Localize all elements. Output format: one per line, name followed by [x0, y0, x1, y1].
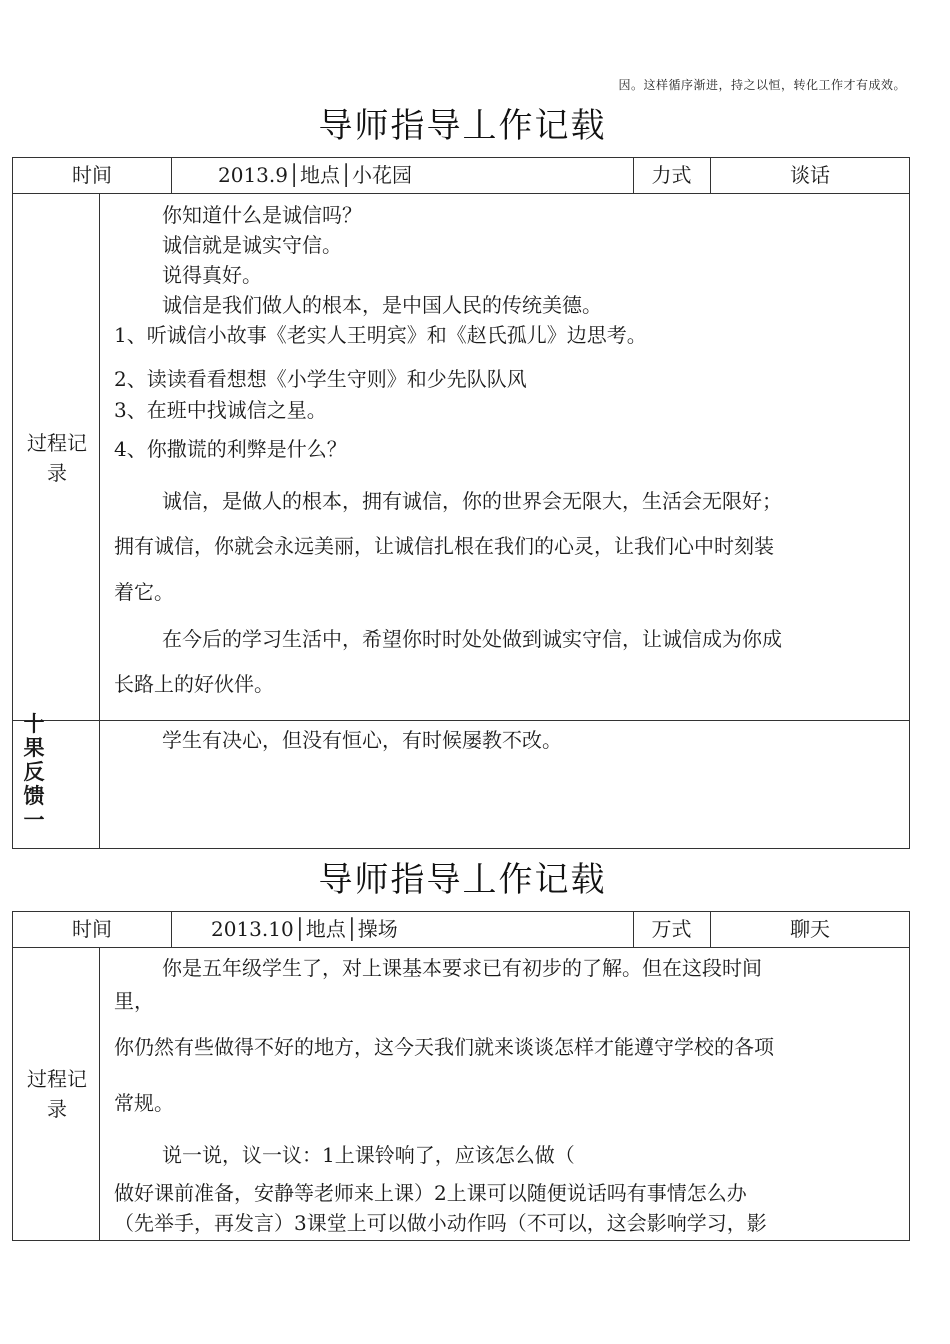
time-label: 时间: [72, 917, 112, 941]
process-line: 3、在班中找诚信之星。: [114, 398, 327, 422]
process-line: 1、听诚信小故事《老实人王明宾》和《赵氏孤儿》边思考。: [114, 323, 647, 347]
process-label-line: 过程记: [27, 1067, 87, 1091]
column-divider: [171, 912, 172, 947]
time-value: 2013.9│地点│小花园: [218, 163, 413, 187]
record-title: 导师指导丄作记载: [318, 860, 607, 900]
process-line: 里，: [114, 989, 154, 1013]
process-line: 着它。: [114, 580, 174, 604]
process-line: 做好课前准备，安静等老师来上课）2上课可以随便说话吗有事情怎么办: [114, 1181, 747, 1205]
process-line: 诚信，是做人的根本，拥有诚信，你的世界会无限大，生活会无限好；: [162, 489, 782, 513]
column-divider: [99, 947, 100, 1241]
row-divider: [13, 193, 909, 194]
process-line: 诚信是我们做人的根本，是中国人民的传统美德。: [162, 293, 602, 317]
record-table: [12, 157, 910, 849]
process-line: 说得真好。: [162, 263, 262, 287]
process-line: 常规。: [114, 1091, 174, 1115]
method-value: 聊天: [790, 917, 830, 941]
process-line: 拥有诚信，你就会永远美丽，让诚信扎根在我们的心灵，让我们心中时刻装: [114, 534, 774, 558]
process-line: 2、读读看看想想《小学生守则》和少先队队风: [114, 367, 527, 391]
process-label-line: 录: [47, 1097, 67, 1121]
process-line: 在今后的学习生活中，希望你时时处处做到诚实守信，让诚信成为你成: [162, 627, 782, 651]
header-note: 因。这样循序渐进，持之以恒，转化工作才有成效。: [618, 78, 906, 92]
process-label-line: 录: [47, 461, 67, 485]
column-divider: [171, 158, 172, 193]
feedback-label-char: 一: [23, 808, 45, 832]
record-title: 导师指导丄作记载: [318, 106, 607, 146]
method-label: 万式: [651, 917, 692, 941]
process-line: 4、你撒谎的利弊是什么？: [114, 437, 347, 461]
process-line: 长路上的好伙伴。: [114, 672, 274, 696]
method-label: 力式: [651, 163, 692, 187]
time-label: 时间: [72, 163, 112, 187]
column-divider: [99, 193, 100, 849]
process-label-line: 过程记: [27, 431, 87, 455]
feedback-text: 学生有决心，但没有恒心，有时候屡教不改。: [162, 728, 562, 752]
feedback-label-char: 果: [23, 736, 45, 760]
process-line: 说一说，议一议：1上课铃响了，应该怎么做（: [162, 1143, 575, 1167]
process-line: 你仍然有些做得不好的地方，这今天我们就来谈谈怎样才能遵守学校的各项: [114, 1035, 774, 1059]
record-table: [12, 911, 910, 1241]
feedback-label-char: 十: [23, 712, 45, 736]
process-line: 你知道什么是诚信吗？: [162, 203, 362, 227]
process-label: [17, 1064, 97, 1124]
feedback-label: [19, 712, 49, 832]
method-value: 谈话: [790, 163, 830, 187]
feedback-label-char: 馈: [23, 784, 45, 808]
process-line: 诚信就是诚实守信。: [162, 233, 342, 257]
time-value: 2013.10│地点│操场: [211, 917, 398, 941]
row-divider: [13, 720, 909, 721]
process-line: 你是五年级学生了，对上课基本要求已有初步的了解。但在这段时间: [162, 956, 762, 980]
feedback-label-char: 反: [23, 760, 45, 784]
process-label: [17, 428, 97, 488]
row-divider: [13, 947, 909, 948]
process-line: （先举手，再发言）3课堂上可以做小动作吗（不可以，这会影响学习，影: [114, 1211, 767, 1235]
